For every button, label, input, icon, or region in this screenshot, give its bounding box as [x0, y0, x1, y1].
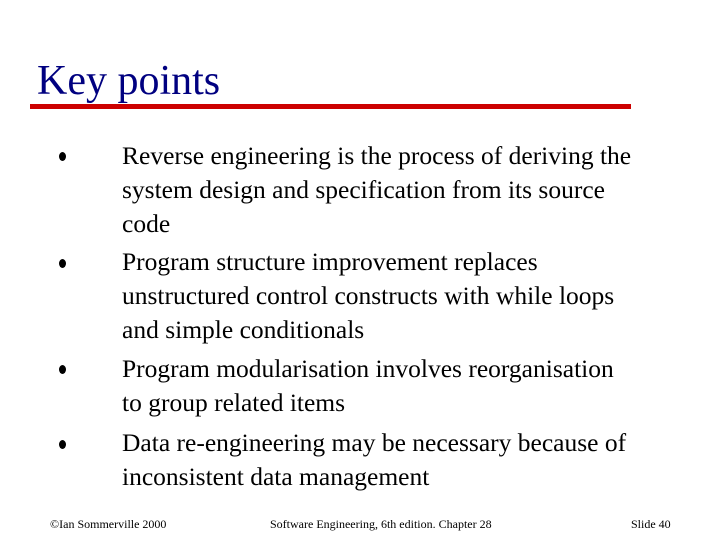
bullet-dot-icon [59, 259, 66, 268]
slide-title: Key points [37, 58, 221, 104]
bullet-text [122, 245, 692, 347]
bullet-text [122, 139, 692, 241]
bullet-text [122, 426, 692, 494]
bullet-dot-icon [59, 152, 66, 161]
footer-copyright: ©Ian Sommerville 2000 [50, 517, 167, 531]
bullet-line: Data re-engineering may be necessary because of [122, 428, 627, 457]
bullet-text [122, 352, 692, 420]
bullet-line: unstructured control constructs with while loops [122, 281, 615, 310]
bullet-line: and simple conditionals [122, 315, 365, 344]
title-underline-rule [30, 104, 631, 109]
bullet-dot-icon [59, 440, 66, 449]
bullet-line: inconsistent data management [122, 462, 430, 491]
bullet-line: system design and specification from its source [122, 175, 605, 204]
bullet-line: to group related items [122, 388, 346, 417]
bullet-line: Reverse engineering is the process of deriving the [122, 141, 632, 170]
footer-book-title: Software Engineering, 6th edition. Chapter 28 [270, 517, 492, 531]
bullet-line: Program modularisation involves reorganisation [122, 354, 614, 383]
bullet-dot-icon [59, 365, 66, 374]
bullet-line: code [122, 209, 171, 238]
bullet-line: Program structure improvement replaces [122, 247, 538, 276]
footer-slide-number: Slide 40 [631, 517, 671, 531]
